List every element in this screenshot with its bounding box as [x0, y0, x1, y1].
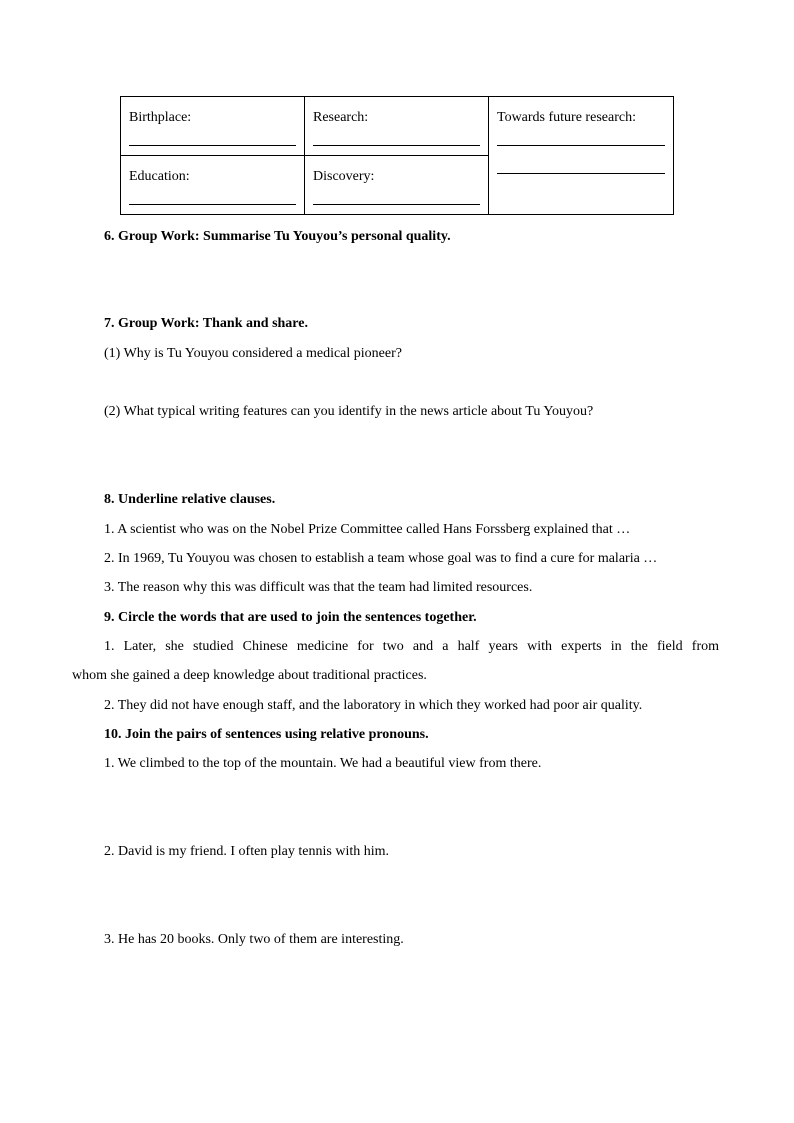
section-10-item-3: 3. He has 20 books. Only two of them are interesting. [104, 932, 404, 947]
future-research-label: Towards future research: [497, 110, 636, 125]
section-10-heading: 10. Join the pairs of sentences using relative pronouns. [104, 727, 429, 742]
discovery-cell [305, 156, 489, 215]
birthplace-label: Birthplace: [129, 110, 192, 125]
section-8-item-2: 2. In 1969, Tu Youyou was chosen to establish a team whose goal was to find a cure for malaria … [104, 551, 658, 566]
section-7-heading: 7. Group Work: Thank and share. [104, 316, 308, 331]
discovery-blank[interactable] [313, 204, 480, 205]
research-cell [305, 97, 489, 156]
section-9-heading: 9. Circle the words that are used to join the sentences together. [104, 610, 477, 625]
future-research-blank-2[interactable] [497, 173, 665, 174]
section-7-question-2: (2) What typical writing features can you identify in the news article about Tu Youyou? [104, 404, 594, 419]
section-8-item-1: 1. A scientist who was on the Nobel Prize Committee called Hans Forssberg explained that … [104, 522, 631, 537]
future-research-cell [489, 97, 674, 215]
section-10-item-1: 1. We climbed to the top of the mountain. We had a beautiful view from there. [104, 756, 542, 771]
education-label: Education: [129, 169, 190, 184]
profile-table [120, 96, 674, 215]
discovery-label: Discovery: [313, 169, 375, 184]
education-cell [121, 156, 305, 215]
birthplace-blank[interactable] [129, 145, 296, 146]
research-label: Research: [313, 110, 369, 125]
birthplace-cell [121, 97, 305, 156]
future-research-blank-1[interactable] [497, 145, 665, 146]
education-blank[interactable] [129, 204, 296, 205]
section-10-item-2: 2. David is my friend. I often play tennis with him. [104, 844, 390, 859]
section-6-heading: 6. Group Work: Summarise Tu Youyou’s personal quality. [104, 229, 451, 244]
research-blank[interactable] [313, 145, 480, 146]
section-9-item-1-line-2: whom she gained a deep knowledge about traditional practices. [72, 668, 427, 683]
section-7-question-1: (1) Why is Tu Youyou considered a medical pioneer? [104, 346, 402, 361]
section-8-item-3: 3. The reason why this was difficult was that the team had limited resources. [104, 580, 533, 595]
section-9-item-1-line-1: 1. Later, she studied Chinese medicine for two and a half years with experts in the field from [104, 639, 719, 654]
section-9-item-2: 2. They did not have enough staff, and the laboratory in which they worked had poor air quality. [104, 698, 643, 713]
section-8-heading: 8. Underline relative clauses. [104, 492, 276, 507]
